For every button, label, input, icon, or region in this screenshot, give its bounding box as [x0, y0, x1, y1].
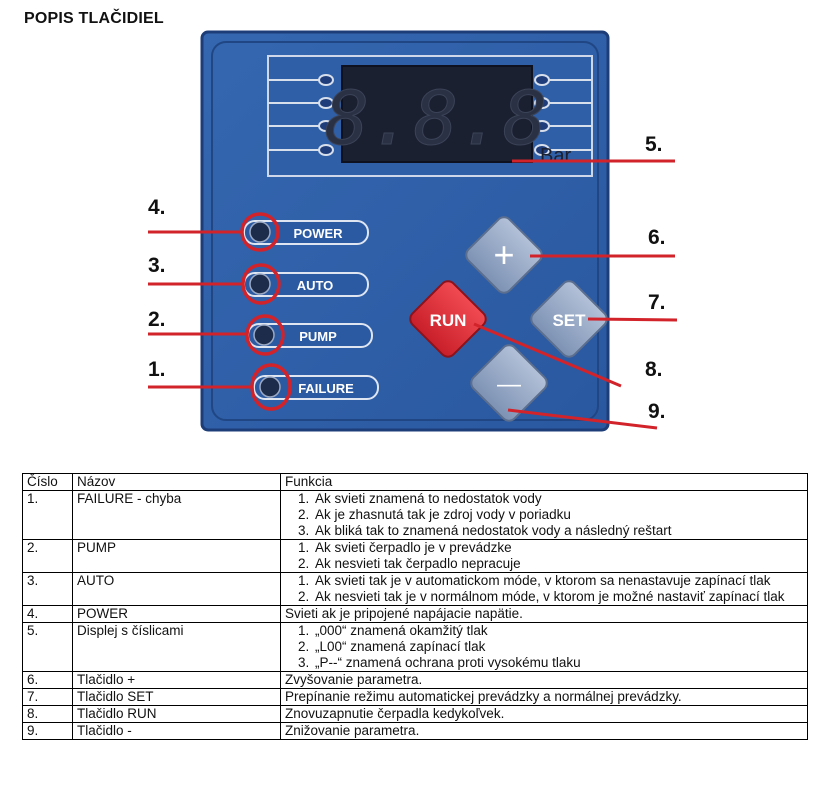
table-header-row [23, 474, 808, 491]
function-list-item: 2. Ak nesvieti tak čerpadlo nepracuje [313, 556, 803, 572]
row-function: Zvyšovanie parametra. [281, 672, 808, 689]
callout-number-9: 9. [648, 400, 666, 423]
row-number: 8. [23, 706, 73, 723]
row-number: 9. [23, 723, 73, 740]
table-row [23, 689, 808, 706]
callout-number-4: 4. [148, 196, 166, 219]
row-name: PUMP [73, 540, 281, 573]
function-list-item: 2. Ak je zhasnutá tak je zdroj vody v poriadku [313, 507, 803, 523]
row-name: Tlačidlo SET [73, 689, 281, 706]
function-list-item: 1. Ak svieti znamená to nedostatok vody [313, 491, 803, 507]
row-function: Znovuzapnutie čerpadla kedykoľvek. [281, 706, 808, 723]
function-list [285, 623, 803, 671]
row-number: 1. [23, 491, 73, 540]
header-function: Funkcia [281, 474, 808, 491]
indicator-auto-label: AUTO [296, 278, 334, 293]
function-list-item: 1. „000“ znamená okamžitý tlak [313, 623, 803, 639]
display-digits: 8.8.8 [324, 76, 548, 162]
row-number: 4. [23, 606, 73, 623]
table-row [23, 723, 808, 740]
function-list-item: 1. Ak svieti čerpadlo je v prevádzke [313, 540, 803, 556]
header-number: Číslo [23, 474, 73, 491]
table-row [23, 623, 808, 672]
row-function [281, 573, 808, 606]
table-row [23, 706, 808, 723]
table-row [23, 540, 808, 573]
page-title: POPIS TLAČIDIEL [24, 10, 164, 27]
row-name: Tlačidlo + [73, 672, 281, 689]
minus-button-label: — [497, 371, 521, 398]
function-list-item: 1. Ak svieti tak je v automatickom móde, v ktorom sa nenastavuje zapínací tlak [313, 573, 803, 589]
function-list-item: 3. Ak bliká tak to znamená nedostatok vody a následný reštart [313, 523, 803, 539]
row-number: 6. [23, 672, 73, 689]
row-number: 7. [23, 689, 73, 706]
control-panel-photo [140, 28, 680, 433]
table-row [23, 491, 808, 540]
button-description-table [22, 473, 808, 740]
row-name: AUTO [73, 573, 281, 606]
row-function [281, 623, 808, 672]
function-list [285, 491, 803, 539]
row-name: Tlačidlo - [73, 723, 281, 740]
function-list [285, 573, 803, 605]
function-list-item: 3. „P--“ znamená ochrana proti vysokému tlaku [313, 655, 803, 671]
row-name: FAILURE - chyba [73, 491, 281, 540]
row-function: Svieti ak je pripojené napájacie napätie. [281, 606, 808, 623]
table-row [23, 606, 808, 623]
display-unit: Bar [540, 145, 572, 167]
indicator-failure-label: FAILURE [298, 381, 354, 396]
table-row [23, 573, 808, 606]
indicator-pump-label: PUMP [299, 329, 337, 344]
run-button-label: RUN [429, 311, 467, 330]
callout-number-1: 1. [148, 358, 166, 381]
row-name: Displej s číslicami [73, 623, 281, 672]
callout-number-2: 2. [148, 308, 166, 331]
callout-number-7: 7. [648, 291, 666, 314]
function-list-item: 2. „L00“ znamená zapínací tlak [313, 639, 803, 655]
callout-number-8: 8. [645, 358, 663, 381]
function-list-item: 2. Ak nesvieti tak je v normálnom móde, v ktorom je možné nastaviť zapínací tlak [313, 589, 803, 605]
row-number: 2. [23, 540, 73, 573]
row-number: 5. [23, 623, 73, 672]
indicator-power [244, 221, 368, 244]
indicator-failure [254, 376, 378, 399]
row-name: Tlačidlo RUN [73, 706, 281, 723]
row-function: Znižovanie parametra. [281, 723, 808, 740]
callout-number-5: 5. [645, 133, 663, 156]
indicator-auto [244, 273, 368, 296]
callout-number-3: 3. [148, 254, 166, 277]
header-name: Názov [73, 474, 281, 491]
callout-number-6: 6. [648, 226, 666, 249]
indicator-pump [248, 324, 372, 347]
function-list [285, 540, 803, 572]
plus-button-label: + [493, 234, 515, 275]
row-function [281, 540, 808, 573]
row-function: Prepínanie režimu automatickej prevádzky a normálnej prevádzky. [281, 689, 808, 706]
row-number: 3. [23, 573, 73, 606]
indicator-power-label: POWER [293, 226, 343, 241]
row-function [281, 491, 808, 540]
set-button-label: SET [552, 311, 586, 330]
table-row [23, 672, 808, 689]
row-name: POWER [73, 606, 281, 623]
